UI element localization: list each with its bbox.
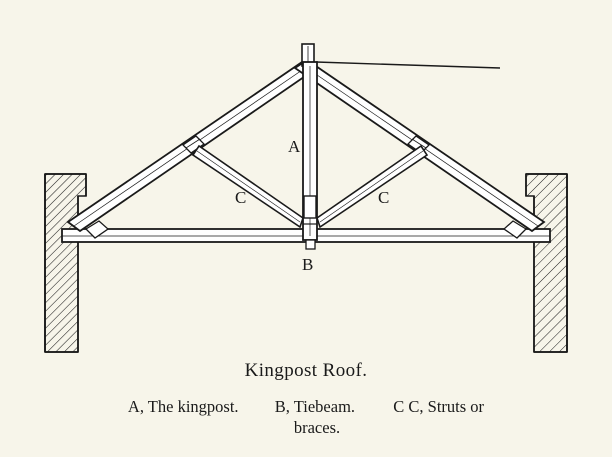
legend-key-c: C C,: [393, 397, 424, 416]
legend-row-1: [0, 396, 612, 417]
label-B: B: [302, 255, 314, 274]
kingpost: [303, 62, 317, 249]
legend-key-a: A,: [127, 397, 144, 416]
label-C-left: C: [235, 188, 247, 207]
legend-row-2: braces.: [293, 418, 341, 438]
ridge-top-detail: [302, 44, 500, 68]
left-wall: [45, 174, 86, 352]
legend-item-a: [128, 396, 239, 417]
figure-title: Kingpost Roof.: [244, 360, 368, 381]
label-C-right: C: [378, 188, 390, 207]
right-strut: [317, 146, 427, 227]
legend-item-b: [275, 396, 355, 417]
legend-item-c: [393, 396, 484, 417]
legend-text-a: The kingpost.: [147, 397, 239, 416]
legend-text-b: Tiebeam.: [293, 397, 356, 416]
legend-key-b: B,: [274, 397, 290, 416]
right-wall: [526, 174, 567, 352]
label-A: A: [288, 137, 301, 156]
left-strut: [193, 146, 303, 227]
figure-legend: [0, 396, 612, 438]
legend-text-c: Struts or: [427, 397, 485, 416]
